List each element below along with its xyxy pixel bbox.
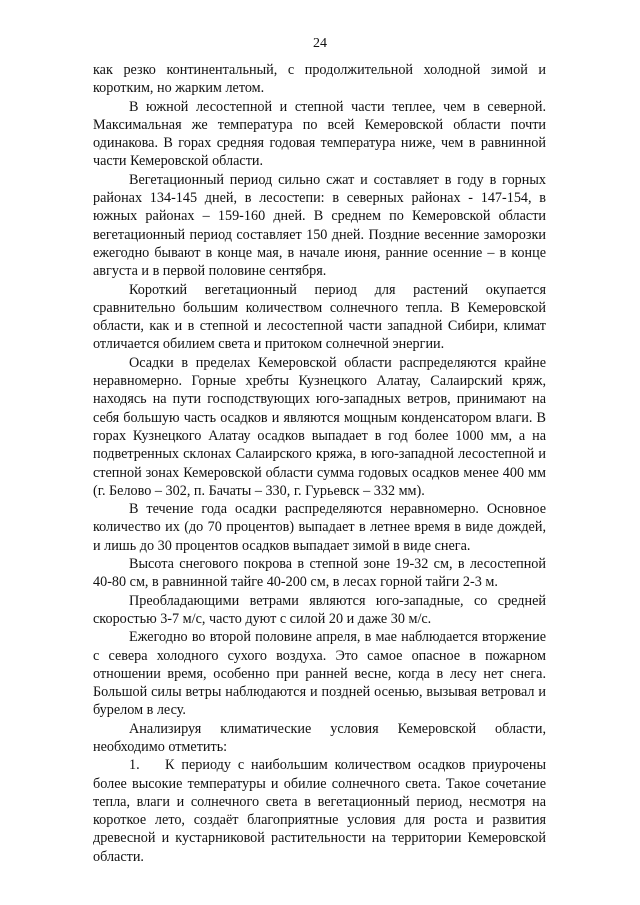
page-number: 24 bbox=[313, 36, 327, 51]
paragraph-conclusion-intro: Анализируя климатические условия Кемеровской области, необходимо отметить: bbox=[93, 720, 546, 755]
paragraph-cold-air: Ежегодно во второй половине апреля, в мае наблюдается вторжение с севера холодного сухого воздуха. Это самое опасное в пожарном отношении время, особенно при ранней весне, когда в лесу нет снега. Большой силы ветры наблюдаются и поздней осенью, вызывая ветровал и бурелом в лесу. bbox=[93, 629, 546, 719]
paragraph-continuation: как резко континентальный, с продолжительной холодной зимой и коротким, но жарким летом. bbox=[93, 62, 546, 97]
page-body bbox=[93, 61, 546, 866]
paragraph-vegetation-period: Вегетационный период сильно сжат и составляет в году в горных районах 134-145 дней, в лесостепи: в северных районах - 147-154, в южных районах – 159-160 дней. В среднем по Кемеровской области вегетационный период составляет 150 дней. Поздние весенние заморозки ежегодно бывают в конце мая, в начале июня, ранние осенние – в конце августа и в первой половине сентября. bbox=[93, 171, 546, 280]
list-item bbox=[93, 756, 546, 866]
list-item-text: К периоду с наибольшим количеством осадков приурочены более высокие температуры и обилие солнечного света. Такое сочетание тепла, влаги и солнечного света в вегетационный период, несмотря на короткое лето, создаёт благоприятные условия для роста и развития древесной и кустарниковой растительности на территории Кемеровской области. bbox=[93, 757, 546, 865]
paragraph-precipitation: Осадки в пределах Кемеровской области распределяются крайне неравномерно. Горные хребты Кузнецкого Алатау, Салаирский кряж, находясь на пути господствующих юго-западных ветров, принимают на себя большую часть осадков и являются мощным конденсатором влаги. В горах Кузнецкого Алатау осадков выпадает в год более 1000 мм, а на подветренных склонах Салаирского кряжа, в юго-западной лесостепной и степной зонах Кемеровской области сумма годовых осадков менее 400 мм (г. Белово – 302, п. Бачаты – 330, г. Гурьевск – 332 мм). bbox=[93, 354, 546, 499]
paragraph-precipitation-distribution: В течение года осадки распределяются неравномерно. Основное количество их (до 70 процентов) выпадает в летнее время в виде дождей, и лишь до 30 процентов осадков выпадает зимой в виде снега. bbox=[93, 501, 546, 554]
paragraph-winds: Преобладающими ветрами являются юго-западные, со средней скоростью 3-7 м/с, часто дуют с силой 20 и даже 30 м/с. bbox=[93, 592, 546, 627]
list-item-number: 1. bbox=[129, 757, 140, 774]
paragraph-temperature: В южной лесостепной и степной части теплее, чем в северной. Максимальная же температура по всей Кемеровской области почти одинакова. В горах средняя годовая температура ниже, чем в равнинной части Кемеровской области. bbox=[93, 98, 546, 170]
paragraph-solar-heat: Короткий вегетационный период для растений окупается сравнительно большим количеством солнечного тепла. В Кемеровской области, как и в степной и лесостепной части западной Сибири, климат отличается обилием света и притоком солнечной энергии. bbox=[93, 281, 546, 353]
paragraph-snow-cover: Высота снегового покрова в степной зоне 19-32 см, в лесостепной 40-80 см, в равнинной тайге 40-200 см, в лесах горной тайги 2-3 м. bbox=[93, 556, 546, 591]
